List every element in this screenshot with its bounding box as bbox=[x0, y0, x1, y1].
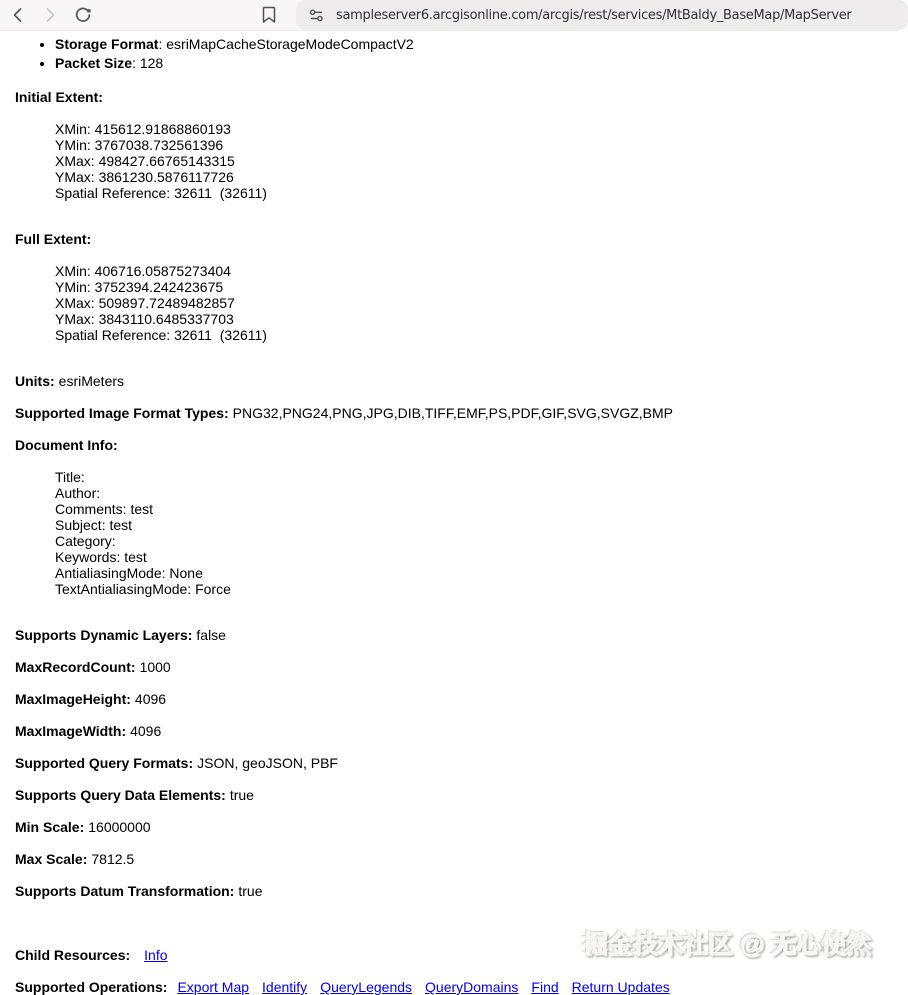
initial-extent-heading: Initial Extent: bbox=[15, 89, 103, 105]
reload-icon[interactable] bbox=[72, 4, 94, 26]
cache-properties-list bbox=[15, 35, 883, 73]
back-icon[interactable] bbox=[8, 5, 28, 25]
image-formats-row: Supported Image Format Types: PNG32,PNG24,PNG,JPG,DIB,TIFF,EMF,PS,PDF,GIF,SVG,SVGZ,BMP bbox=[15, 405, 673, 421]
min-scale-row: Min Scale: 16000000 bbox=[15, 819, 151, 835]
return-updates-link[interactable]: Return Updates bbox=[571, 979, 670, 995]
full-extent-heading: Full Extent: bbox=[15, 231, 92, 247]
supports-dynamic-layers-row: Supports Dynamic Layers: false bbox=[15, 627, 226, 643]
document-info-heading: Document Info: bbox=[15, 437, 118, 453]
watermark-text: 掘金技术社区 @ 无心使然 bbox=[582, 930, 871, 958]
supported-operations-label: Supported Operations: bbox=[15, 979, 168, 995]
export-map-link[interactable]: Export Map bbox=[177, 979, 250, 995]
units-row: Units: esriMeters bbox=[15, 373, 125, 389]
forward-icon[interactable] bbox=[40, 5, 60, 25]
query-legends-link[interactable]: QueryLegends bbox=[320, 979, 413, 995]
list-item: • Packet Size: 128 bbox=[55, 54, 883, 73]
query-data-elements-row: Supports Query Data Elements: true bbox=[15, 787, 254, 803]
supported-operations-row bbox=[15, 979, 883, 995]
identify-link[interactable]: Identify bbox=[262, 979, 308, 995]
bookmark-icon[interactable] bbox=[260, 5, 278, 25]
site-permissions-icon[interactable] bbox=[308, 7, 325, 24]
list-item: • Storage Format: esriMapCacheStorageModeCompactV2 bbox=[55, 35, 883, 54]
info-link[interactable]: Info bbox=[144, 947, 168, 963]
datum-transformation-row: Supports Datum Transformation: true bbox=[15, 883, 263, 899]
find-link[interactable]: Find bbox=[531, 979, 559, 995]
query-formats-row: Supported Query Formats: JSON, geoJSON, PBF bbox=[15, 755, 338, 771]
address-bar[interactable] bbox=[296, 0, 908, 30]
document-info-values: Title: Author: Comments: test Subject: test Category: Keywords: test AntialiasingMode: None TextAntialiasingMode: Force bbox=[55, 469, 231, 597]
browser-toolbar bbox=[0, 0, 898, 31]
child-resources-row bbox=[15, 947, 883, 963]
initial-extent-values: XMin: 415612.91868860193 YMin: 3767038.732561396 XMax: 498427.66765143315 YMax: 3861230.5876117726 Spatial Reference: 32611 (32611) bbox=[55, 121, 267, 201]
child-resources-label: Child Resources: bbox=[15, 947, 131, 963]
service-info-page bbox=[0, 35, 898, 995]
url-text[interactable]: sampleserver6.arcgisonline.com/arcgis/rest/services/MtBaldy_BaseMap/MapServer bbox=[336, 7, 852, 23]
max-image-width-row: MaxImageWidth: 4096 bbox=[15, 723, 162, 739]
max-scale-row: Max Scale: 7812.5 bbox=[15, 851, 135, 867]
full-extent-values: XMin: 406716.05875273404 YMin: 3752394.242423675 XMax: 509897.72489482857 YMax: 3843110.6485337703 Spatial Reference: 32611 (32611) bbox=[55, 263, 267, 343]
max-image-height-row: MaxImageHeight: 4096 bbox=[15, 691, 167, 707]
max-record-count-row: MaxRecordCount: 1000 bbox=[15, 659, 171, 675]
query-domains-link[interactable]: QueryDomains bbox=[425, 979, 519, 995]
